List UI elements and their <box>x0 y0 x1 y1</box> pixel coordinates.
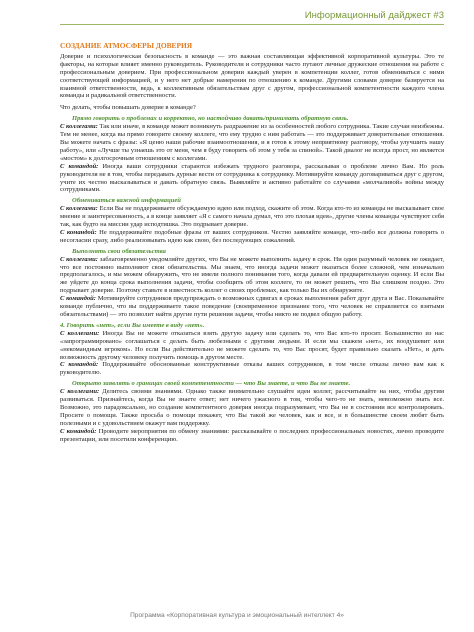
question-line: Что делать, чтобы повышать доверие в команде? <box>60 104 196 112</box>
section-5-team <box>60 428 444 444</box>
section-3-team <box>60 295 444 319</box>
label-colleagues: С коллегами: <box>60 123 98 131</box>
section-4-team-text: Поддерживайте обоснованные конструктивные отказы ваших сотрудников, в том числе отказы лично вам как к руководителю. <box>60 361 444 377</box>
section-1-team <box>60 163 444 195</box>
section-3-colleagues-text: заблаговременно уведомляйте других, что Вы не можете выполнить задачу в срок. Ни один разумный человек не ожидает, что все постоянно выполняют свои обязательства. Мы знаем, что иногда задачи может оказаться более сложной, чем изначально предполагалось, и мы можем обнаружить, что не имели полного понимания того, когда давали ей предварительную оценку. И если Вы же уйдете до конца срока выполнения задачи, чтобы сообщить об этом коллеге, то он может решить, что Вы слишком поздно. Это подрывает доверие. Поэтому ставьте в известность коллег о своих проблемах, как только Вы их обнаружите. <box>60 255 444 295</box>
section-5-team-text: Проводите мероприятия по обмену знаниями: рассказывайте о последних профессиональных новостях, лично проводите презентации, или посетили конференцию. <box>60 427 444 443</box>
label-colleagues: С коллегами: <box>60 205 98 213</box>
label-colleagues: С коллегами: <box>60 388 100 396</box>
section-4-colleagues-text: Иногда Вы не можете отказаться взять другую задачу или сделать то, что Вас кто-то просит. Большинство из нас «запрограммировано» соглашаться с делать быть любезными с другими людьми. И если мы скажем «нет», их воодушевит или «некомандным игроком». Но если Вы действительно не можете сделать то, что Вас просят, будет правильно сказать «Нет», и дать возможность другому человеку получить помощь в другом месте. <box>60 329 444 361</box>
section-heading-3: Выполнять свои обязательства <box>72 247 166 255</box>
label-colleagues: С коллегами: <box>60 329 100 337</box>
section-1-colleagues-text: Так или иначе, в команде может возникнуть раздражение из за особенностей любого сотрудника. Такие случаи неизбежны. Тем не менее, когда вы прямо говорите своему коллеге, что ему трудно с ним работать — это поддерживает доверительные отношения. Вы можете начать с фразы: «Я ценю наши рабочие взаимоотношения, и я готов к этому неприятному разговору, чтобы улучшить нашу работу», или «Лучше ты узнаешь это от меня, чем я буду говорить об этом у тебя за спиной». Такой диалог не всегда прост, но является «мостом» к долгосрочным отношениям с коллегами. <box>60 123 444 162</box>
section-heading-4: 4. Говорить «нет», если Вы имеете в виду «нет». <box>60 321 205 329</box>
section-3-colleagues <box>60 256 444 296</box>
article <box>60 42 444 444</box>
section-2-colleagues <box>60 205 444 229</box>
label-team: С командой: <box>60 162 99 170</box>
label-team: С командой: <box>60 427 97 435</box>
page-footer: Программа «Корпоративная культура и эмоциональный интеллект 4» <box>130 612 344 619</box>
section-5-colleagues <box>60 388 444 428</box>
section-heading-1: Прямо говорить о проблемах и корректно, но настойчиво давать/принимать обратную связь. <box>72 115 349 123</box>
label-colleagues: С коллегами: <box>60 255 98 263</box>
section-2-team <box>60 229 444 245</box>
section-1-colleagues <box>60 123 444 163</box>
label-team: С командой: <box>60 228 97 236</box>
label-team: С командой: <box>60 295 96 303</box>
section-2-colleagues-text: Если Вы не поддерживаете обсуждаемую идею или подход, скажите об этом. Когда кто-то из команды не высказывает свое мнение и заинтересованность, а в конце заявляет «Я с самого начала думал, что это плохая идея», другие члены команды чувствуют себя так, как будто на миссии удар исподтишка. Это подрывает доверие. <box>60 205 444 229</box>
section-1-team-text: Иногда ваши сотрудники стараются избежать трудного разговора, рассказывая о проблеме лично Вам. Но роль руководителя не в том, чтобы передавать дурные вести от сотрудника к сотруднику. Мотивируйте команду договариваться друг с другом, учите их честно высказываться и давать обратную связь. Выявляйте и активно работайте со случаями «молчаливой» войны между сотрудниками. <box>60 162 444 194</box>
header-divider <box>60 24 444 25</box>
intro-paragraph: Доверие и психологическая безопасность в команде — это важная составляющая эффективной корпоративной культуры. Это те факторы, на которые влияет именно руководитель. Руководители и сотрудники часто путают личные дружеские отношения на работе с профессиональным доверием. При профессиональном доверии каждый уверен в компетенции коллег, готов обмениваться с ними соответствующей информацией, и у него нет добрые намерения по отношению к команде. Другими словами доверие базируется на взаимной ответственности, ведь, к коллективным обязательствам друг с другом, профессиональной компетентности каждого члена команды и радикальной ответственности. <box>60 52 444 100</box>
section-heading-5: Открыто заявлять о границах своей компетентности — что Вы знаете, и что Вы не знаете. <box>72 380 351 388</box>
section-heading-2: Обмениваться важной информацией <box>72 197 181 205</box>
label-team: С командой: <box>60 361 99 369</box>
section-3-team-text: Мотивируйте сотрудников предупреждать о возможных сдвигах в сроках выполнения работ друг друга и Вас. Показывайте команде публично, что вы поддерживаете такое поведение (своевременное признание того, что человек не справляется со взятыми обязательствами) — это позволит найти другие пути решения задачи, чтобы никто не подвел общую работу. <box>60 295 444 318</box>
section-5-colleagues-text: Делитесь своими знаниями. Однако также внимательно слушайте идеи коллег, рассчитывайте на них, чтобы другим развиваться. Признайтесь, когда Вы не знаете ответ; нет ничего ужасного в том, чтобы чего-то не знать, невозможно знать все. Возможно, это парадоксально, но создание компетентного доверия иногда подразумевает, что Вы не в состоянии все контролировать. Просите о помощи. Также просьба о помощи покажет, что Вы такой же человек, как и все, и в большинстве своем любят быть полезными и с удовольствием окажут вам поддержку. <box>60 388 444 427</box>
section-4-colleagues <box>60 330 444 362</box>
section-2-team-text: Не поддерживайте подобные фразы от ваших сотрудников. Честно заявляйте команде, что-либо все должны говорить о несогласии сразу, либо реализовывать идею как свою, без последующих сожалений. <box>60 228 444 244</box>
section-4-team <box>60 361 444 377</box>
digest-title: Информационный дайджест #3 <box>304 10 444 21</box>
article-title: СОЗДАНИЕ АТМОСФЕРЫ ДОВЕРИЯ <box>60 41 193 50</box>
